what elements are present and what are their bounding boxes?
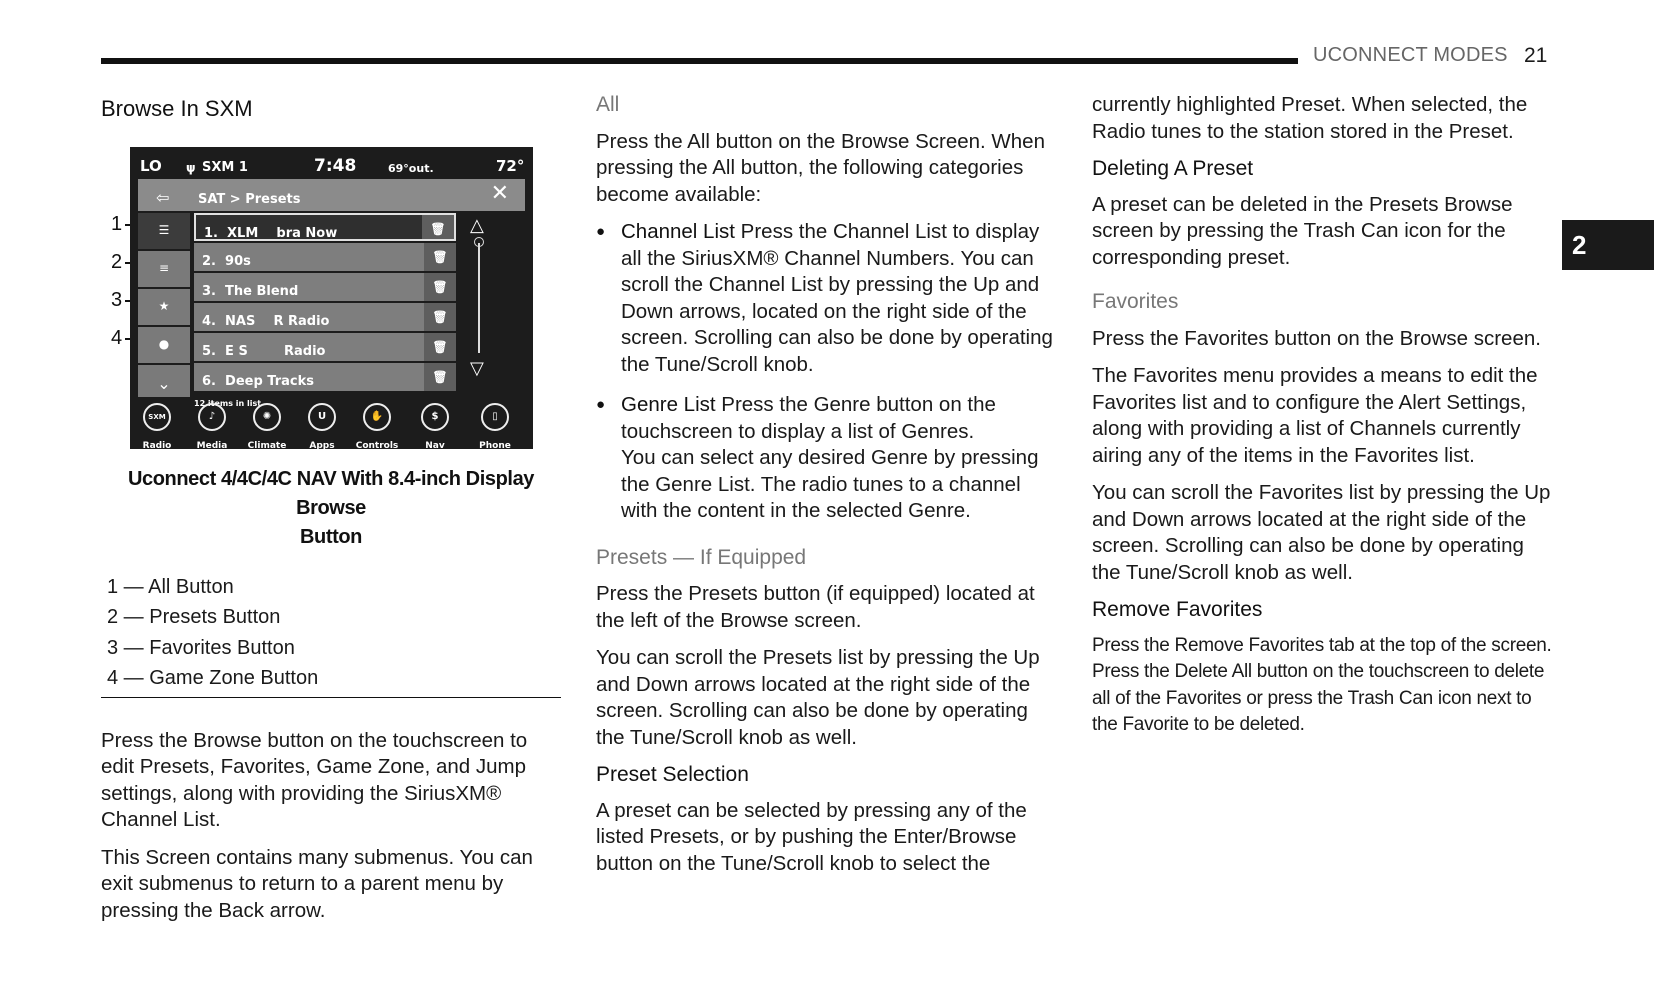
trash-icon[interactable]: 🗑	[424, 243, 456, 271]
phone-icon: ▯	[481, 403, 509, 431]
dock-phone[interactable]	[470, 403, 520, 449]
favorites-paragraph-1: Press the Favorites button on the Browse screen.	[1092, 326, 1541, 350]
status-outside-temp: 69°out.	[388, 161, 434, 175]
scroll-down-icon[interactable]: ▽	[470, 358, 484, 379]
item-count: 12 items in list	[194, 398, 262, 408]
genre-list-text: Press the Genre button on the touchscreen to display a list of Genres.	[621, 393, 996, 443]
game-zone-icon: ●	[158, 336, 170, 351]
preset-name: 6. Deep Tracks	[202, 373, 315, 389]
preset-row[interactable]	[194, 333, 456, 361]
preset-selection-heading: Preset Selection	[596, 763, 749, 786]
trash-icon[interactable]: 🗑	[424, 363, 456, 391]
presets-paragraph-2: You can scroll the Presets list by pressing the Up and Down arrows located at the right side of the screen. Scrolling can also be done by operating the Tune/Scroll knob as well.	[596, 646, 1040, 749]
bottom-dock	[130, 403, 533, 449]
favorites-paragraph-2: The Favorites menu provides a means to edit the Favorites list and to configure the Alert Settings, along with providing a list of Channels currently airing any of the items in the Favorites list.	[1092, 364, 1538, 467]
all-paragraph: Press the All button on the Browse Screen. When pressing the All button, the following categories become available:	[596, 129, 1045, 206]
header-section-title: UCONNECT MODES	[1313, 44, 1508, 66]
caption-line-1: Uconnect 4/4C/4C NAV With 8.4-inch Display Browse	[127, 467, 535, 519]
submenus-paragraph: This Screen contains many submenus. You can exit submenus to return to a parent menu by pressing the Back arrow.	[101, 845, 533, 922]
dock-label: Radio	[142, 440, 172, 449]
browse-intro-paragraph: Press the Browse button on the touchscreen to edit Presets, Favorites, Game Zone, and Jump settings, along with providing the SiriusXM® Channel List.	[101, 728, 528, 831]
deleting-preset-paragraph: A preset can be deleted in the Presets Browse screen by pressing the Trash Can icon for the corresponding preset.	[1092, 192, 1513, 269]
preset-name: 4. NAS R Radio	[202, 313, 330, 329]
trash-icon[interactable]: 🗑	[422, 215, 454, 239]
dock-label: Climate	[247, 440, 287, 449]
all-button[interactable]	[138, 213, 190, 249]
remove-favorites-paragraph: Press the Remove Favorites tab at the top of the screen. Press the Delete All button on the touchscreen to delete all of the Favorites or press the Trash Can icon next to the Favorite to be deleted.	[1092, 634, 1552, 735]
preset-row[interactable]	[194, 213, 456, 241]
dock-label: Apps	[309, 440, 335, 449]
callout-4: 4	[111, 326, 123, 349]
preset-name: 1. XLM bra Now	[204, 225, 338, 241]
legend-item: 2 — Presets Button	[107, 606, 281, 628]
channel-list-bullet	[596, 219, 1056, 378]
status-bar	[130, 147, 533, 177]
trash-icon[interactable]: 🗑	[424, 303, 456, 331]
status-time: 7:48	[314, 155, 357, 176]
preset-name: 2. 90s	[202, 253, 251, 269]
dock-apps[interactable]	[297, 403, 347, 449]
column-2	[596, 92, 1056, 888]
preset-name: 3. The Blend	[202, 283, 299, 299]
preset-name: 5. E S Radio	[202, 343, 326, 359]
apps-icon: U	[308, 403, 336, 431]
list-scrollbar[interactable]	[464, 213, 494, 383]
legend-item: 4 — Game Zone Button	[107, 667, 319, 689]
browse-left-nav	[138, 213, 190, 399]
presets-icon: ≡	[158, 260, 170, 275]
figure-caption	[101, 465, 561, 552]
dock-label: Nav	[425, 440, 445, 449]
favorites-button[interactable]	[138, 289, 190, 325]
dock-media[interactable]	[187, 403, 237, 449]
presets-heading: Presets — If Equipped	[596, 545, 807, 569]
section-heading-browse: Browse In SXM	[101, 96, 253, 121]
preset-row[interactable]	[194, 303, 456, 331]
dock-nav[interactable]	[410, 403, 460, 449]
genre-list-text-2: You can select any desired Genre by pressing the Genre List. The radio tunes to a channel with the content in the selected Genre.	[621, 446, 1039, 522]
channel-list-text: Press the Channel List to display all the SiriusXM® Channel Numbers. You can scroll the Channel List by pressing the Up and Down arrows, located on the right side of the screen. Scrolling can also be done by operating the Tune/Scroll knob.	[621, 220, 1053, 376]
presets-paragraph-1: Press the Presets button (if equipped) located at the left of the Browse screen.	[596, 582, 1035, 632]
all-heading: All	[596, 93, 620, 116]
preset-selection-continued: currently highlighted Preset. When selected, the Radio tunes to the station stored in the Preset.	[1092, 93, 1528, 143]
presets-list	[194, 213, 456, 393]
preset-row[interactable]	[194, 273, 456, 301]
browse-screen-figure	[101, 147, 561, 457]
column-3	[1092, 92, 1552, 750]
dock-label: Controls	[355, 440, 399, 449]
back-arrow-icon[interactable]: ⇦	[156, 187, 170, 207]
close-icon[interactable]: ✕	[490, 180, 509, 206]
dock-radio[interactable]	[132, 403, 182, 449]
favorites-heading: Favorites	[1092, 290, 1179, 313]
scroll-track	[478, 243, 480, 353]
breadcrumb-bar	[138, 179, 525, 211]
status-temp: 72°	[496, 156, 525, 175]
legend-item: 1 — All Button	[107, 575, 234, 598]
callout-3: 3	[111, 288, 123, 311]
column-1	[101, 92, 561, 935]
status-lo: LO	[140, 156, 162, 175]
preset-selection-paragraph: A preset can be selected by pressing any of the listed Presets, or by pushing the Enter/Browse button on the Tune/Scroll knob to select the	[596, 798, 1027, 875]
header-rule	[101, 58, 1298, 64]
dock-label: Media	[196, 440, 228, 449]
callout-2: 2	[111, 250, 123, 273]
climate-icon: ✺	[253, 403, 281, 431]
callout-1: 1	[111, 212, 123, 235]
nav-icon: $	[421, 403, 449, 431]
nav-down-button[interactable]	[138, 365, 190, 397]
deleting-preset-heading: Deleting A Preset	[1092, 157, 1254, 180]
dock-label: Phone	[479, 440, 511, 449]
favorites-paragraph-3: You can scroll the Favorites list by pressing the Up and Down arrows located at the right side of the screen. Scrolling can also be done by operating the Tune/Scroll knob as well.	[1092, 481, 1551, 584]
list-icon: ☰	[158, 222, 170, 237]
status-source: SXM 1	[202, 159, 248, 175]
trash-icon[interactable]: 🗑	[424, 273, 456, 301]
trash-icon[interactable]: 🗑	[424, 333, 456, 361]
remove-favorites-heading: Remove Favorites	[1092, 598, 1263, 621]
dock-controls[interactable]	[352, 403, 402, 449]
page-number: 21	[1524, 44, 1548, 67]
uconnect-screen	[130, 147, 533, 449]
scroll-up-icon[interactable]: △	[470, 214, 484, 236]
genre-list-bullet	[596, 392, 1056, 525]
channel-list-term: Channel List	[621, 220, 735, 243]
chevron-down-icon: ⌄	[157, 373, 171, 393]
legend-item: 3 — Favorites Button	[107, 636, 295, 659]
star-icon: ★	[158, 298, 170, 313]
genre-list-term: Genre List	[621, 393, 716, 416]
caption-line-2: Button	[299, 525, 362, 548]
preset-row[interactable]	[194, 363, 456, 391]
antenna-icon: ψ	[186, 160, 196, 175]
preset-row[interactable]	[194, 243, 456, 271]
chapter-tab: 2	[1562, 220, 1654, 270]
dock-climate[interactable]	[242, 403, 292, 449]
figure-legend	[101, 572, 561, 698]
media-icon: ♪	[198, 403, 226, 431]
game-zone-button[interactable]	[138, 327, 190, 363]
breadcrumb: SAT > Presets	[198, 191, 301, 207]
presets-button[interactable]	[138, 251, 190, 287]
controls-icon: ✋	[363, 403, 391, 431]
radio-icon: SXM	[143, 403, 171, 431]
